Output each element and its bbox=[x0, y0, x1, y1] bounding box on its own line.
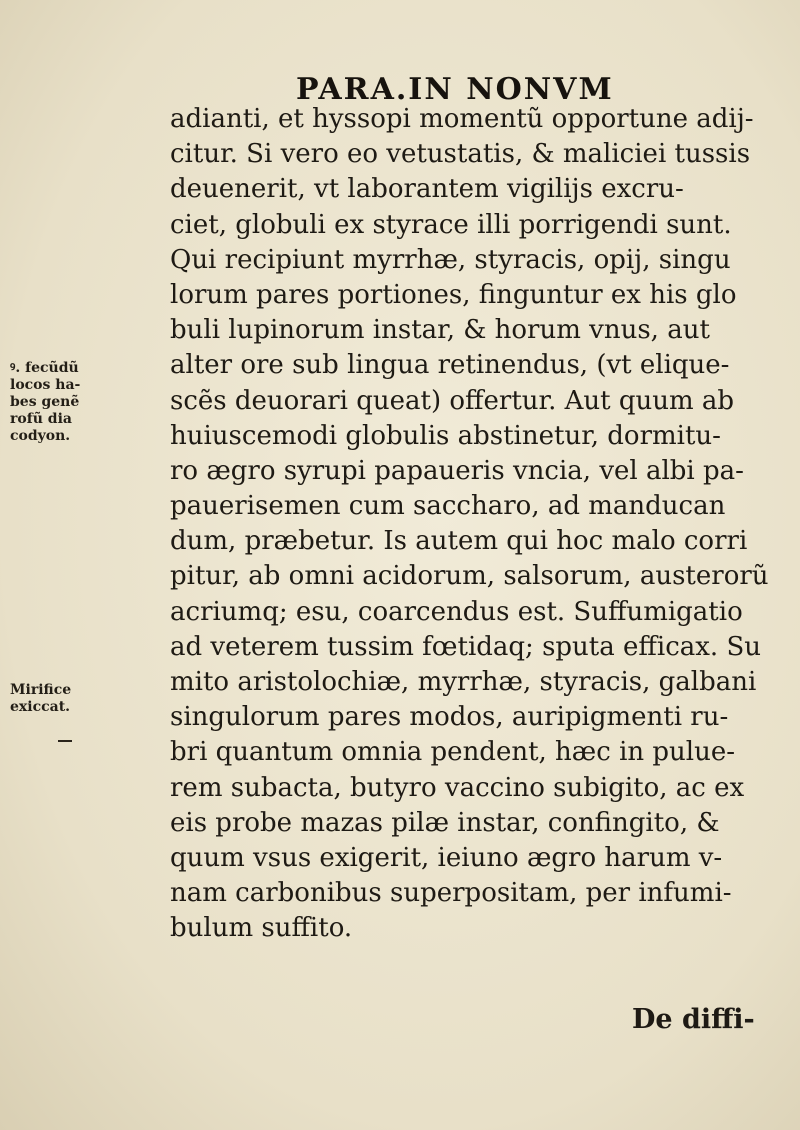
margin-note-second bbox=[10, 682, 71, 716]
text-line: acriumq; esu, coarcendus est. Suffumigatio bbox=[170, 596, 743, 627]
text-line: mito aristolochiæ, myrrhæ, styracis, galbani bbox=[170, 667, 757, 697]
margin-note-first bbox=[10, 360, 80, 445]
text-line: lorum pares portiones, finguntur ex his glo bbox=[170, 279, 737, 310]
text-line: ciet, globuli ex styrace illi porrigendi sunt. bbox=[170, 209, 732, 240]
body-text bbox=[170, 102, 770, 947]
text-line: dum, præbetur. Is autem qui hoc malo corri bbox=[170, 526, 748, 557]
text-line: nam carbonibus superpositam, per infumi- bbox=[170, 878, 732, 909]
text-line: bri quantum omnia pendent, hæc in pulue- bbox=[170, 737, 736, 768]
text-line: deuenerit, vt laborantem vigilijs excru- bbox=[170, 174, 684, 205]
margin-note-line: locos ha- bbox=[10, 377, 81, 393]
text-line: scẽs deuorari queat) offertur. Aut quum ab bbox=[170, 385, 735, 416]
margin-note-line: Mirifice bbox=[10, 682, 72, 698]
text-line: quum vsus exigerit, ieiuno ægro harum v- bbox=[170, 842, 723, 873]
margin-dash bbox=[58, 740, 72, 742]
text-line: buli lupinorum instar, & horum vnus, aut bbox=[170, 315, 710, 346]
margin-note-line: exiccat. bbox=[10, 699, 71, 715]
text-line: ro ægro syrupi papaueris vncia, vel albi pa- bbox=[170, 455, 744, 486]
text-line: huiuscemodi globulis abstinetur, dormitu- bbox=[170, 420, 721, 451]
margin-note-line: rofũ dia bbox=[10, 411, 72, 427]
text-line: singulorum pares modos, auripigmenti ru- bbox=[170, 702, 729, 733]
margin-note-line: ꝰ. fecũdũ bbox=[10, 360, 79, 376]
text-line: pauerisemen cum saccharo, ad manducan bbox=[170, 491, 726, 522]
text-line: citur. Si vero eo vetustatis, & maliciei tussis bbox=[170, 139, 751, 170]
text-line: Qui recipiunt myrrhæ, styracis, opij, singu bbox=[170, 244, 731, 275]
margin-note-line: codyon. bbox=[10, 428, 71, 444]
text-line: adianti, et hyssopi momentũ opportune adij- bbox=[170, 104, 754, 134]
text-line: eis probe mazas pilæ instar, confingito, & bbox=[170, 807, 720, 838]
text-line: alter ore sub lingua retinendus, (vt elique- bbox=[170, 350, 730, 381]
text-line: rem subacta, butyro vaccino subigito, ac ex bbox=[170, 772, 745, 803]
running-header: PARA.IN NONVM bbox=[296, 72, 614, 107]
text-line: bulum suffito. bbox=[170, 913, 353, 944]
margin-note-line: bes genẽ bbox=[10, 394, 80, 410]
text-line: pitur, ab omni acidorum, salsorum, austerorũ bbox=[170, 561, 769, 592]
text-line: ad veterem tussim fœtidaq; sputa efficax. Su bbox=[170, 631, 762, 662]
catchword: De diffi- bbox=[632, 1004, 755, 1035]
